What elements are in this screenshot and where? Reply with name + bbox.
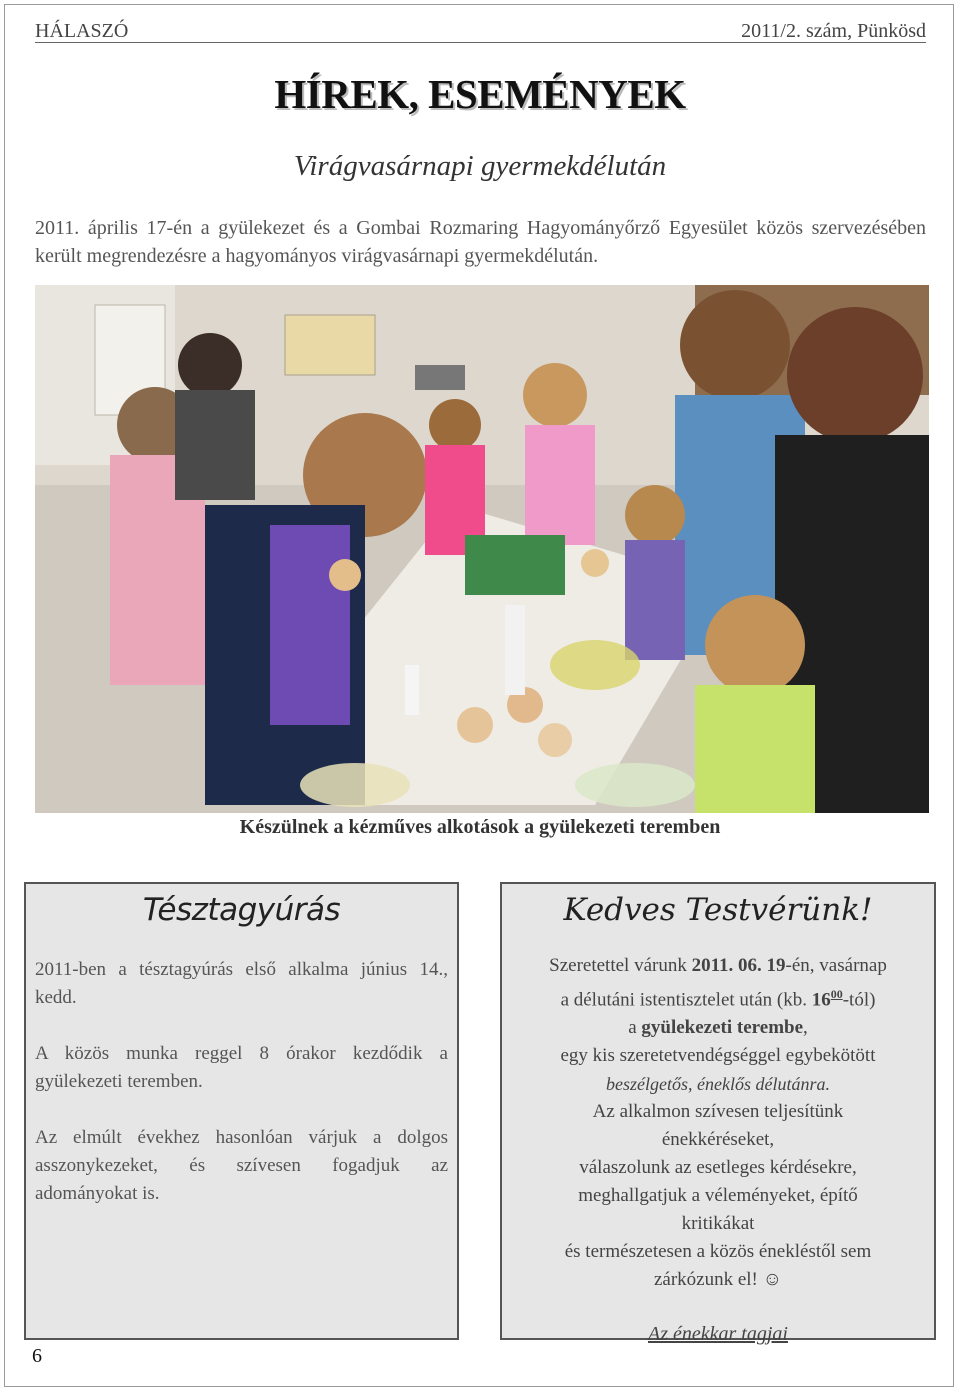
invitation-title: Kedves Testvérünk!	[563, 892, 873, 928]
invitation-line: Az alkalmon szívesen teljesítünk	[592, 1101, 844, 1123]
dough-kneading-time: A közös munka reggel 8 órakor kezdődik a gyülekezeti teremben.	[35, 1043, 448, 1092]
invitation-line: énekkéréseket,	[661, 1129, 775, 1151]
header-publication: HÁLASZÓ	[35, 20, 129, 42]
dough-kneading-title: Tésztagyúrás	[142, 892, 341, 928]
invitation-line: egy kis szeretetvendégséggel egybekötött	[560, 1045, 876, 1067]
invitation-line: a gyülekezeti terembe,	[628, 1017, 808, 1039]
invitation-line: kritikákat	[681, 1213, 755, 1235]
invitation-box	[500, 882, 936, 1346]
header-rule	[35, 42, 926, 43]
dough-kneading-box	[24, 882, 459, 1340]
article-intro: 2011. április 17-én a gyülekezet és a Gombai Rozmaring Hagyományőrző Egyesület közös szervezésében került megrendezésre a hagyományos virágvasárnapi gyermekdélután.	[35, 217, 926, 267]
invitation-line: zárkózunk el! ☺	[653, 1269, 783, 1291]
dough-kneading-invitation: Az elmúlt évekhez hasonlóan várjuk a dolgos asszonykezeket, és szívesen fogadjuk az adományokat is.	[35, 1127, 448, 1204]
header-issue: 2011/2. szám, Pünkösd	[741, 20, 926, 42]
photo-caption: Készülnek a kézműves alkotások a gyülekezeti teremben	[239, 816, 721, 838]
section-title: HÍREK, ESEMÉNYEK	[274, 71, 686, 117]
invitation-line: Szeretettel várunk 2011. 06. 19-én, vasárnap	[549, 955, 887, 976]
invitation-line: a délutáni istentisztelet után (kb. $16^{00}-tól$)	[560, 987, 876, 1011]
page-number: 6	[32, 1345, 42, 1367]
invitation-line: beszélgetős, éneklős délutánra.	[606, 1074, 830, 1095]
dough-kneading-date: 2011-ben a tésztagyúrás első alkalma június 14., kedd.	[35, 959, 448, 1008]
article-subtitle: Virágvasárnapi gyermekdélután	[293, 150, 667, 182]
event-photo	[35, 285, 929, 813]
invitation-line: válaszolunk az esetleges kérdésekre,	[579, 1157, 857, 1179]
invitation-signature: Az énekkar tagjai	[648, 1323, 788, 1346]
invitation-line: meghallgatjuk a véleményeket, építő	[578, 1185, 858, 1207]
invitation-line: és természetesen a közös énekléstől sem	[564, 1241, 872, 1263]
